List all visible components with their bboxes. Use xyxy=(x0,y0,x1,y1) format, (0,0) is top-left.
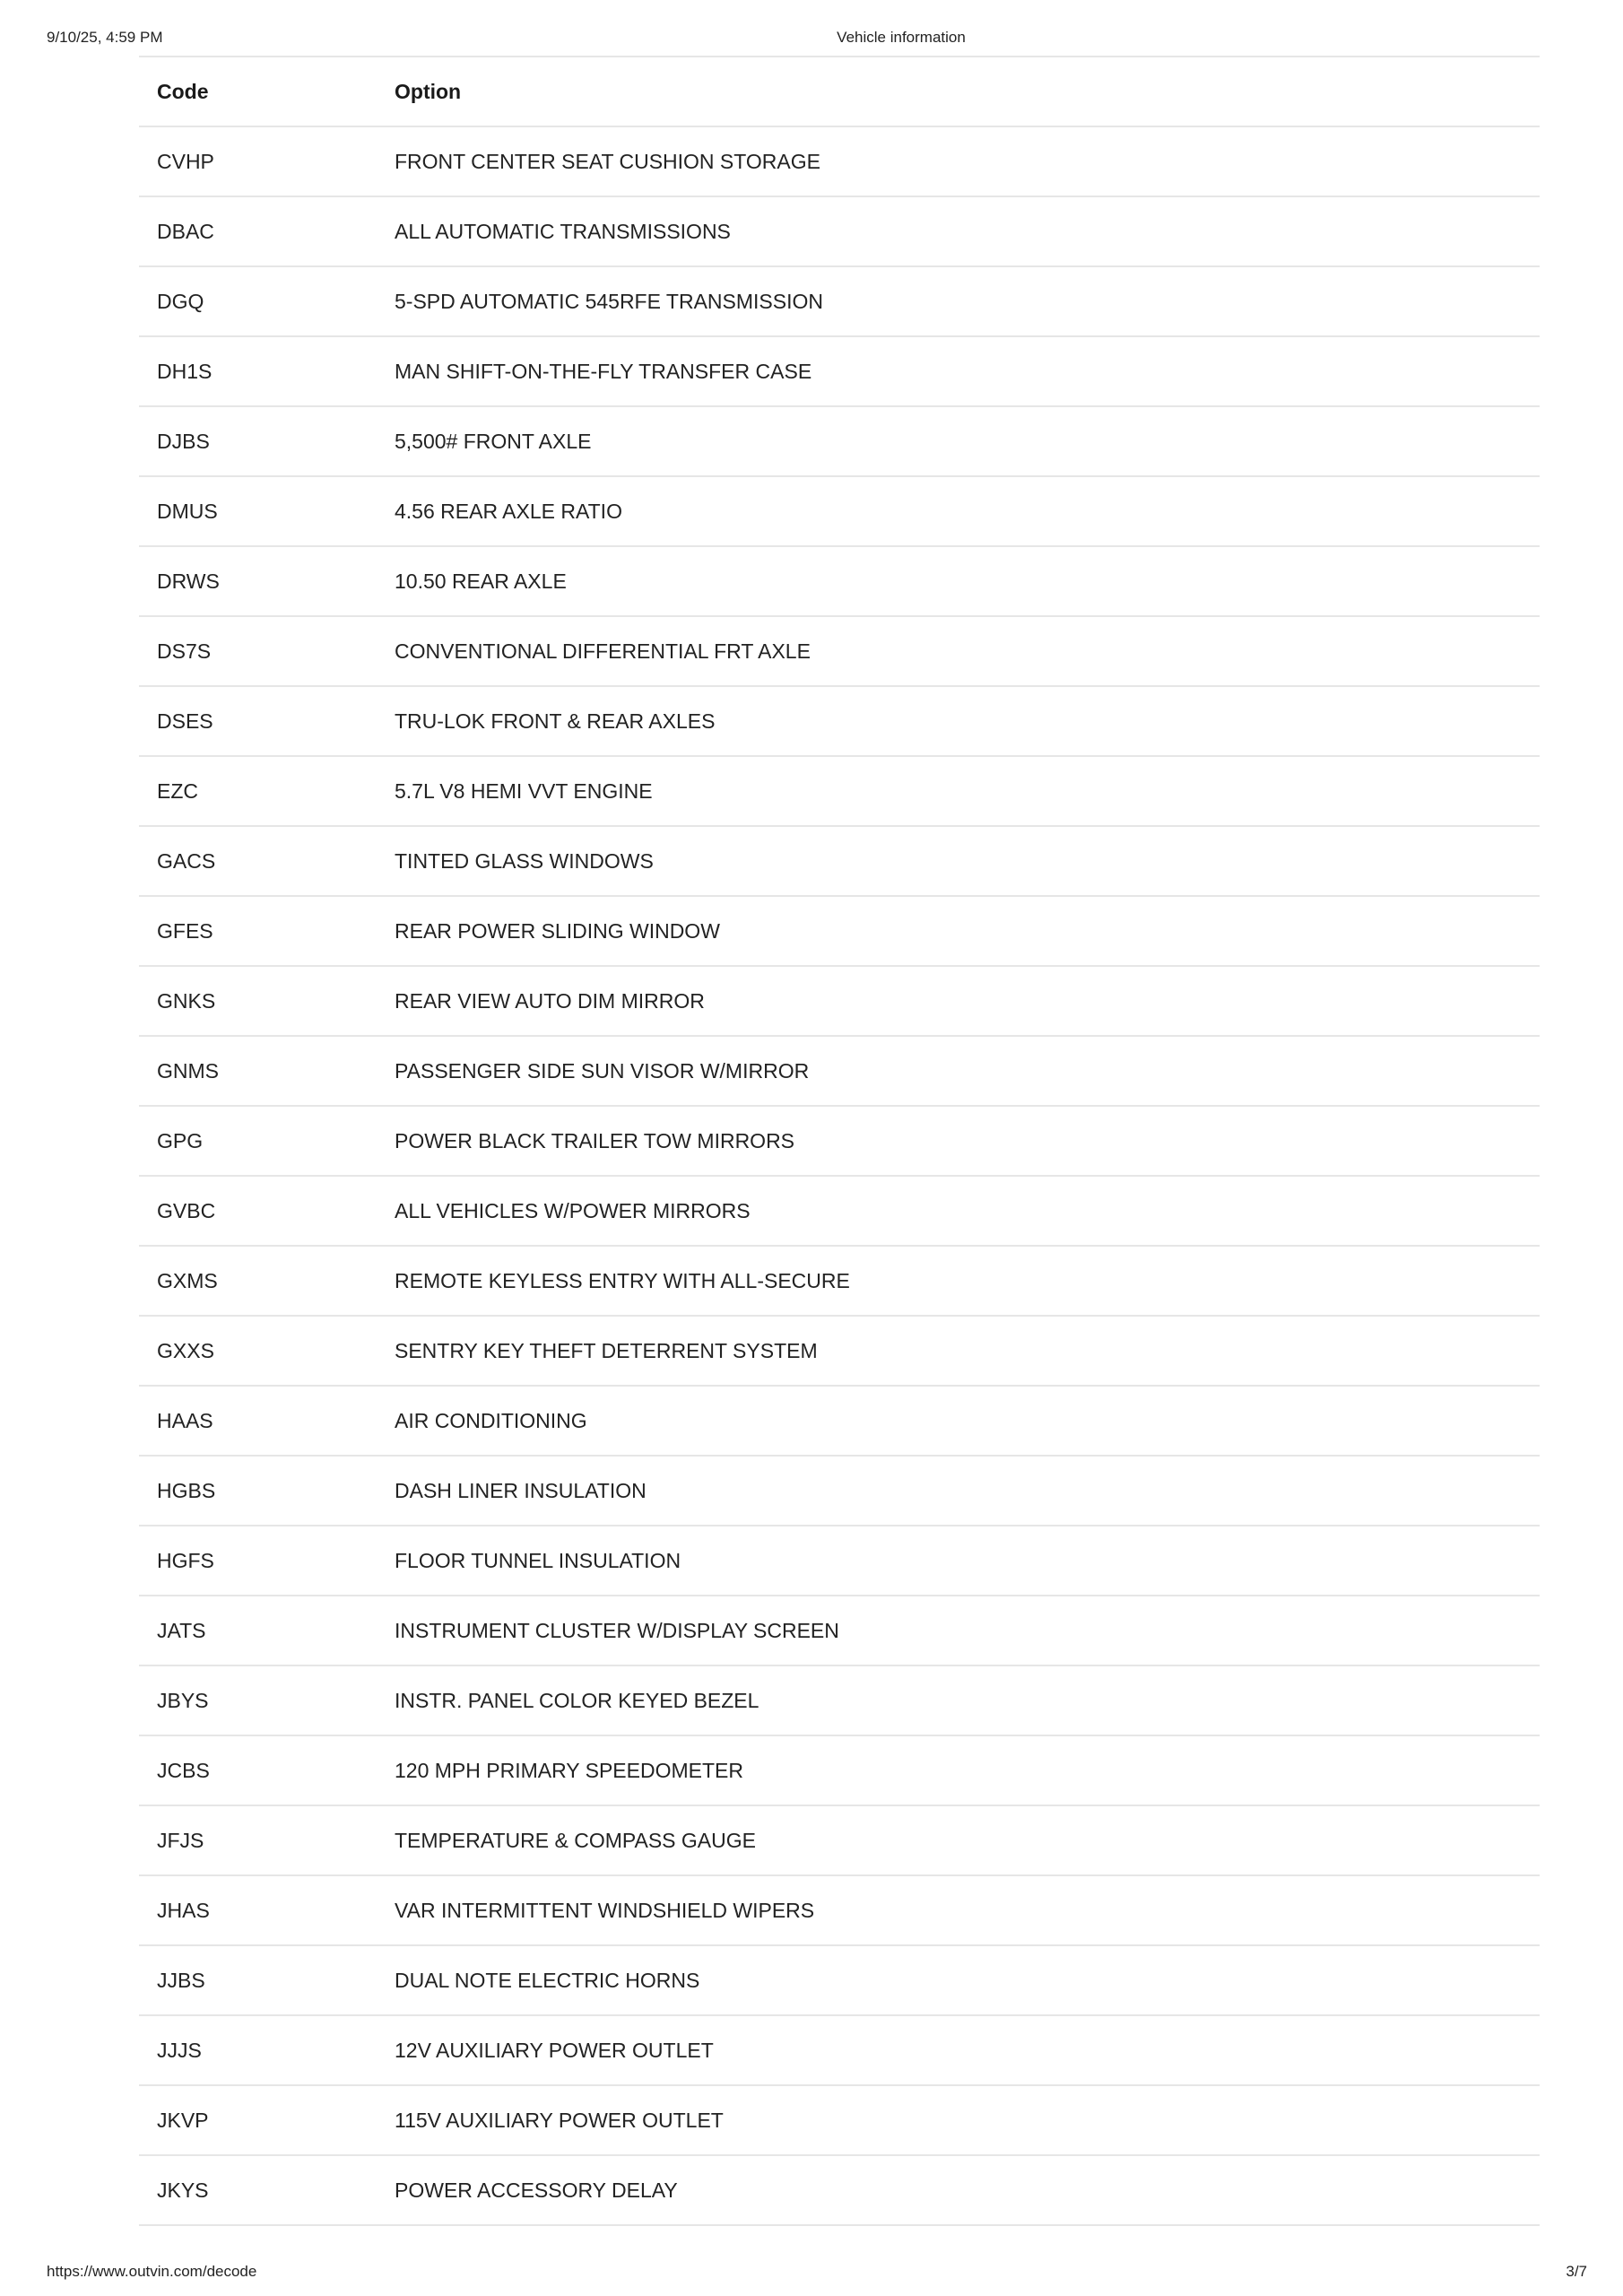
table-row xyxy=(139,1176,1540,1246)
column-header-code: Code xyxy=(139,57,377,126)
option-description-cell: ALL AUTOMATIC TRANSMISSIONS xyxy=(377,196,1540,266)
option-code-cell: GPG xyxy=(139,1106,377,1176)
table-row xyxy=(139,686,1540,756)
table-row xyxy=(139,826,1540,896)
option-description-cell: 12V AUXILIARY POWER OUTLET xyxy=(377,2015,1540,2085)
option-code-cell: DGQ xyxy=(139,266,377,336)
column-header-option: Option xyxy=(377,57,1540,126)
option-code-cell: JCBS xyxy=(139,1735,377,1805)
option-description-cell: 115V AUXILIARY POWER OUTLET xyxy=(377,2085,1540,2155)
option-code-cell: DH1S xyxy=(139,336,377,406)
table-row xyxy=(139,266,1540,336)
option-description-cell: TRU-LOK FRONT & REAR AXLES xyxy=(377,686,1540,756)
table-row xyxy=(139,476,1540,546)
option-code-cell: GVBC xyxy=(139,1176,377,1246)
table-row xyxy=(139,126,1540,196)
option-description-cell: REMOTE KEYLESS ENTRY WITH ALL-SECURE xyxy=(377,1246,1540,1316)
option-code-cell: JFJS xyxy=(139,1805,377,1875)
table-row xyxy=(139,196,1540,266)
option-description-cell: POWER ACCESSORY DELAY xyxy=(377,2155,1540,2225)
option-code-cell: GFES xyxy=(139,896,377,966)
option-description-cell: FRONT CENTER SEAT CUSHION STORAGE xyxy=(377,126,1540,196)
option-description-cell: INSTR. PANEL COLOR KEYED BEZEL xyxy=(377,1665,1540,1735)
option-code-cell: HGFS xyxy=(139,1526,377,1596)
option-code-cell: DS7S xyxy=(139,616,377,686)
option-description-cell: MAN SHIFT-ON-THE-FLY TRANSFER CASE xyxy=(377,336,1540,406)
option-code-cell: JBYS xyxy=(139,1665,377,1735)
table-body xyxy=(139,126,1540,2225)
option-description-cell: REAR VIEW AUTO DIM MIRROR xyxy=(377,966,1540,1036)
table-row xyxy=(139,896,1540,966)
option-description-cell: 120 MPH PRIMARY SPEEDOMETER xyxy=(377,1735,1540,1805)
option-description-cell: PASSENGER SIDE SUN VISOR W/MIRROR xyxy=(377,1036,1540,1106)
option-code-cell: JKYS xyxy=(139,2155,377,2225)
option-code-cell: JJBS xyxy=(139,1945,377,2015)
table-row xyxy=(139,2155,1540,2225)
option-code-cell: JKVP xyxy=(139,2085,377,2155)
table-row xyxy=(139,1735,1540,1805)
option-code-cell: DRWS xyxy=(139,546,377,616)
option-description-cell: 5,500# FRONT AXLE xyxy=(377,406,1540,476)
option-code-cell: HGBS xyxy=(139,1456,377,1526)
option-code-cell: CVHP xyxy=(139,126,377,196)
option-description-cell: 4.56 REAR AXLE RATIO xyxy=(377,476,1540,546)
table-row xyxy=(139,1526,1540,1596)
option-code-cell: DMUS xyxy=(139,476,377,546)
table-row xyxy=(139,336,1540,406)
option-description-cell: SENTRY KEY THEFT DETERRENT SYSTEM xyxy=(377,1316,1540,1386)
option-code-cell: DSES xyxy=(139,686,377,756)
option-code-cell: GNKS xyxy=(139,966,377,1036)
option-description-cell: POWER BLACK TRAILER TOW MIRRORS xyxy=(377,1106,1540,1176)
option-code-cell: JJJS xyxy=(139,2015,377,2085)
option-code-cell: GXXS xyxy=(139,1316,377,1386)
option-code-cell: DJBS xyxy=(139,406,377,476)
print-datetime: 9/10/25, 4:59 PM xyxy=(47,29,163,46)
option-description-cell: TINTED GLASS WINDOWS xyxy=(377,826,1540,896)
option-code-cell: JHAS xyxy=(139,1875,377,1945)
option-description-cell: DUAL NOTE ELECTRIC HORNS xyxy=(377,1945,1540,2015)
table-row xyxy=(139,756,1540,826)
option-code-cell: DBAC xyxy=(139,196,377,266)
table-row xyxy=(139,1945,1540,2015)
table-row xyxy=(139,1665,1540,1735)
print-page-number: 3/7 xyxy=(1566,2263,1587,2280)
table-row xyxy=(139,616,1540,686)
table-row xyxy=(139,1386,1540,1456)
table-row xyxy=(139,966,1540,1036)
vehicle-options-table xyxy=(139,56,1540,2226)
option-description-cell: FLOOR TUNNEL INSULATION xyxy=(377,1526,1540,1596)
table-row xyxy=(139,1456,1540,1526)
option-description-cell: AIR CONDITIONING xyxy=(377,1386,1540,1456)
option-code-cell: GNMS xyxy=(139,1036,377,1106)
option-code-cell: GXMS xyxy=(139,1246,377,1316)
option-code-cell: JATS xyxy=(139,1596,377,1665)
table-row xyxy=(139,1805,1540,1875)
table-row xyxy=(139,1316,1540,1386)
table-row xyxy=(139,1246,1540,1316)
option-description-cell: VAR INTERMITTENT WINDSHIELD WIPERS xyxy=(377,1875,1540,1945)
table-row xyxy=(139,1106,1540,1176)
table-row xyxy=(139,1036,1540,1106)
option-code-cell: HAAS xyxy=(139,1386,377,1456)
table-header-row xyxy=(139,57,1540,126)
option-description-cell: DASH LINER INSULATION xyxy=(377,1456,1540,1526)
option-code-cell: EZC xyxy=(139,756,377,826)
option-description-cell: 5-SPD AUTOMATIC 545RFE TRANSMISSION xyxy=(377,266,1540,336)
option-description-cell: REAR POWER SLIDING WINDOW xyxy=(377,896,1540,966)
option-description-cell: 10.50 REAR AXLE xyxy=(377,546,1540,616)
table-row xyxy=(139,1596,1540,1665)
option-description-cell: TEMPERATURE & COMPASS GAUGE xyxy=(377,1805,1540,1875)
option-description-cell: INSTRUMENT CLUSTER W/DISPLAY SCREEN xyxy=(377,1596,1540,1665)
print-page-title: Vehicle information xyxy=(837,29,966,46)
table-row xyxy=(139,2015,1540,2085)
option-description-cell: ALL VEHICLES W/POWER MIRRORS xyxy=(377,1176,1540,1246)
option-description-cell: CONVENTIONAL DIFFERENTIAL FRT AXLE xyxy=(377,616,1540,686)
table-row xyxy=(139,1875,1540,1945)
table-row xyxy=(139,2085,1540,2155)
table-row xyxy=(139,546,1540,616)
option-description-cell: 5.7L V8 HEMI VVT ENGINE xyxy=(377,756,1540,826)
table-row xyxy=(139,406,1540,476)
print-footer-url: https://www.outvin.com/decode xyxy=(47,2263,257,2280)
option-code-cell: GACS xyxy=(139,826,377,896)
